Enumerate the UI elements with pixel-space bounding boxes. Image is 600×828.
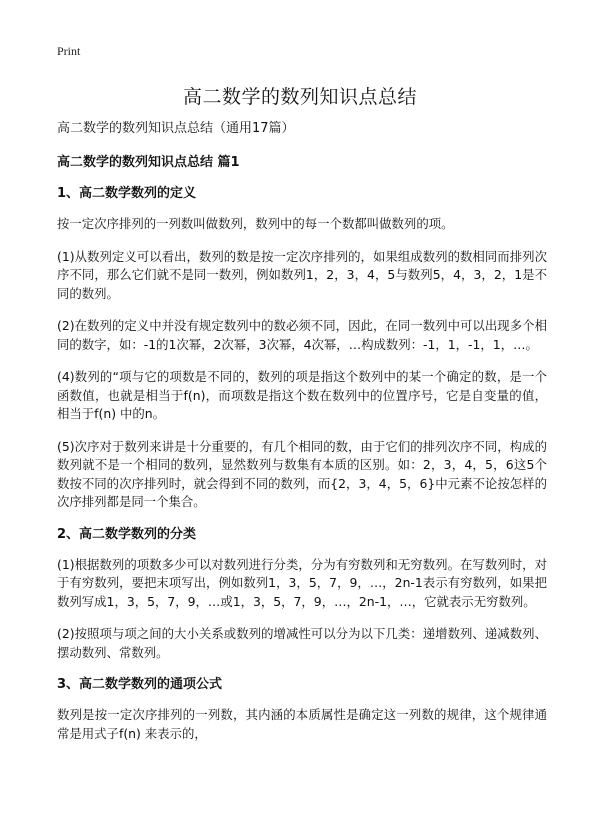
paragraph: (5)次序对于数列来讲是十分重要的，有几个相同的数，由于它们的排列次序不同，构成的数列就不是一个相同的数列，显然数列与数集有本质的区别。如：2，3，4，5，6这5个数按不同的次序排列时，就会得到不同的数列，而{2，3，4，5，6}中元素不论按怎样的次序排列都是同一个集合。 (57, 438, 547, 509)
paragraph: (4)数列的“项与它的项数是不同的，数列的项是指这个数列中的某一个确定的数，是一个函数值，也就是相当于f(n)，而项数是指这个数在数列中的位置序号，它是自变量的值，相当于f(n) 中的n。 (57, 369, 547, 421)
paragraph: (2)在数列的定义中并没有规定数列中的数必须不同，因此，在同一数列中可以出现多个相同的数字，如：-1的1次幂，2次幂，3次幂，4次幂，…构成数列：-1，1，-1，1，…。 (57, 318, 547, 352)
print-label: Print (57, 44, 81, 58)
document-subtitle: 高二数学的数列知识点总结（通用17篇） (57, 121, 295, 136)
document-title: 高二数学的数列知识点总结 (182, 86, 417, 108)
paragraph: (1)从数列定义可以看出，数列的数是按一定次序排列的，如果组成数列的数相同而排列次序不同，那么它们就不是同一数列，例如数列1，2，3，4，5与数列5，4，3，2，1是不同的数列。 (57, 248, 547, 301)
section-heading: 2、高二数学数列的分类 (57, 526, 197, 542)
section-heading: 3、高二数学数列的通项公式 (57, 677, 223, 692)
paragraph: 按一定次序排列的一列数叫做数列，数列中的每一个数都叫做数列的项。 (57, 216, 454, 231)
paragraph: (1)根据数列的项数多少可以对数列进行分类，分为有穷数列和无穷数列。在写数列时，对于有穷数列，要把末项写出，例如数列1，3，5，7，9，…，2n-1表示有穷数列，如果把数列写成1，3，5，7，9，…或1，3，5，7，9，…，2n-1，…，它就表示无穷数列。 (57, 556, 547, 609)
paragraph: (2)按照项与项之间的大小关系或数列的增减性可以分为以下几类：递增数列、递减数列、摆动数列、常数列。 (57, 626, 547, 660)
document-body (57, 120, 547, 757)
part-heading: 高二数学的数列知识点总结 篇1 (57, 155, 240, 170)
section-heading: 1、高二数学数列的定义 (57, 186, 197, 201)
paragraph: 数列是按一定次序排列的一列数，其内涵的本质属性是确定这一列数的规律，这个规律通常是用式子f(n) 来表示的， (57, 707, 547, 741)
